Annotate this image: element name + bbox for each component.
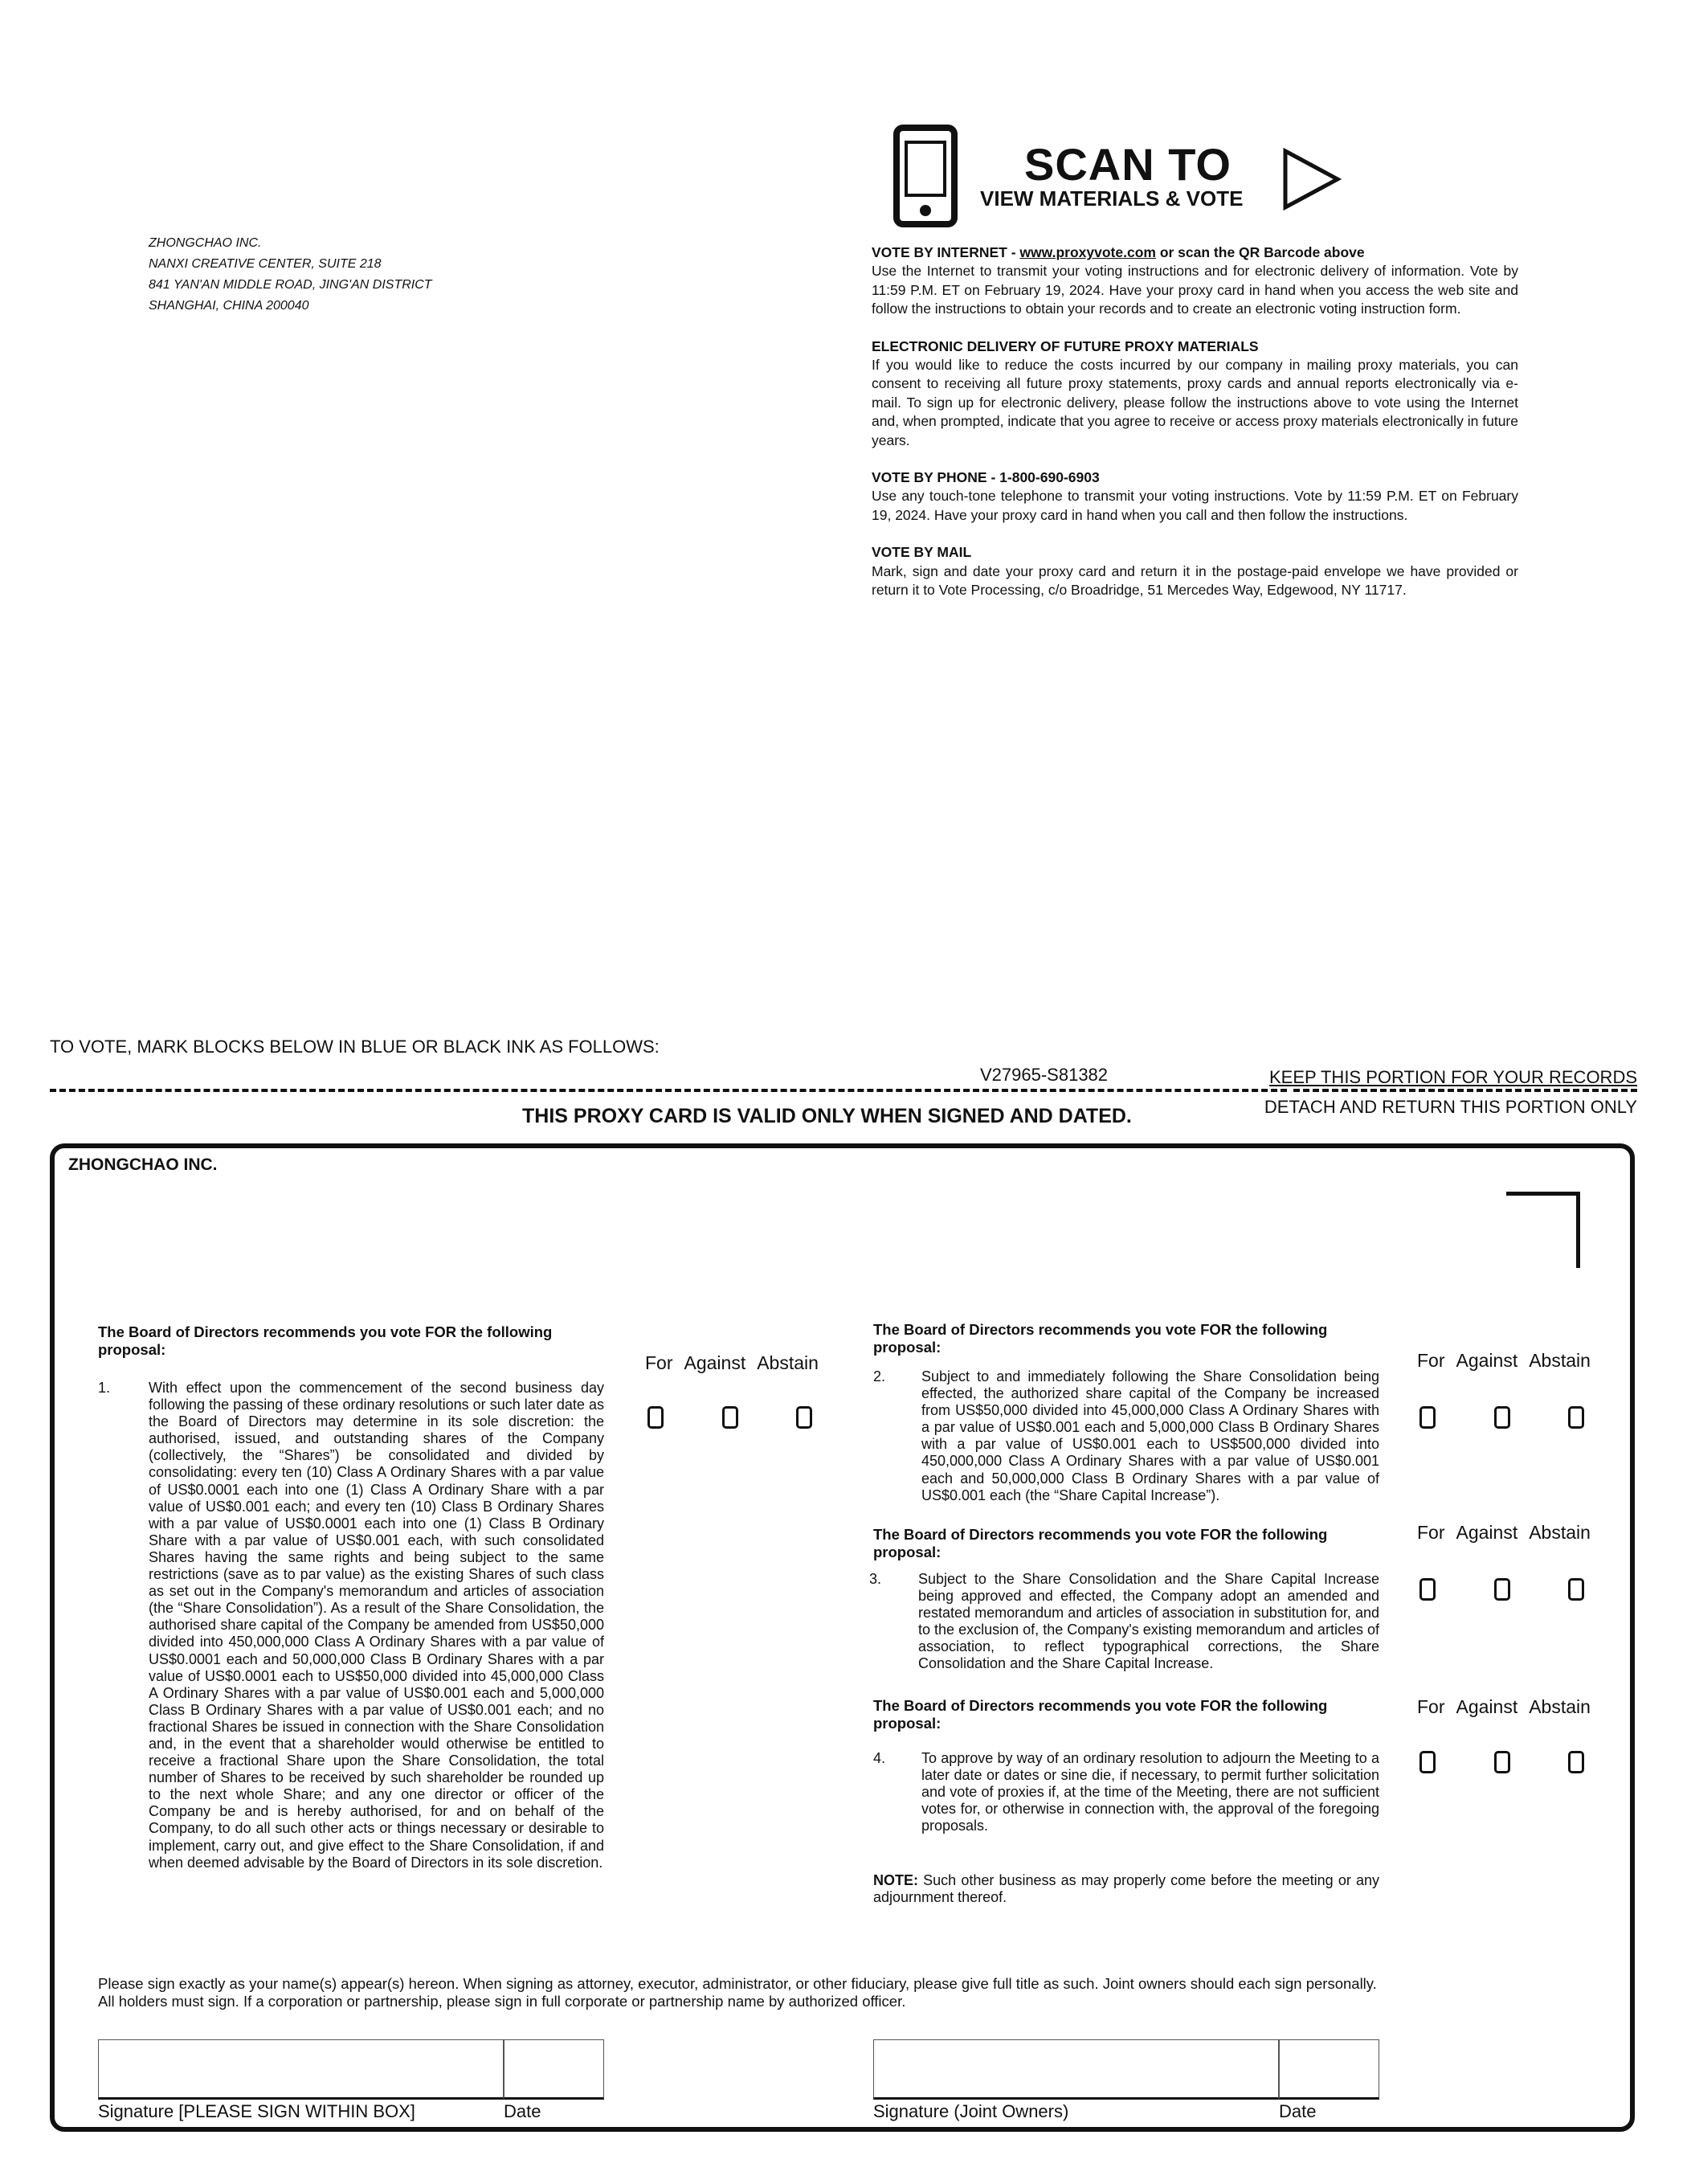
vote-abstain-checkbox[interactable]	[1568, 1578, 1584, 1601]
vote-for-checkbox[interactable]	[1419, 1578, 1436, 1601]
vote-against-checkbox[interactable]	[1494, 1751, 1510, 1773]
joint-date-label: Date	[1279, 2101, 1317, 2121]
joint-signature-box[interactable]	[873, 2039, 1279, 2100]
abstain-label: Abstain	[1529, 1350, 1591, 1371]
note-text: NOTE: Such other business as may properly come before the meeting or any adjournment thereof.	[873, 1872, 1379, 1906]
vote-for-checkbox[interactable]	[1419, 1751, 1436, 1773]
for-label: For	[1417, 1350, 1445, 1371]
company-address	[149, 233, 432, 317]
detach-line	[1293, 1089, 1637, 1092]
card-company-name: ZHONGCHAO INC.	[68, 1155, 218, 1174]
vote-against-checkbox[interactable]	[1494, 1578, 1510, 1601]
signature-instructions: Please sign exactly as your name(s) appear(s) hereon. When signing as attorney, executor, administrator, or other fiduciary, please give full title as such. Joint owners should each sign personally. All holders must sign. If a corporation or partnership, please sign in full corporate or partnership name by authorized officer.	[98, 1975, 1377, 2010]
abstain-label: Abstain	[1529, 1696, 1591, 1717]
vote-options-header	[1417, 1350, 1591, 1372]
voting-instructions	[872, 243, 1518, 619]
control-number: V27965-S81382	[980, 1065, 1109, 1085]
vote-options-header	[1417, 1522, 1591, 1544]
proposal-text: Subject to and immediately following the Share Consolidation being effected, the authorized share capital of the Company be increased from US$50,000 divided into 45,000,000 Class A Ordinary Shares with a par value of US$0.001 each and 5,000,000 Class B Ordinary Shares with a par value of US$0.001 each to US$500,000 divided into 450,000,000 Class A Ordinary Shares with a par value of US$0.001 each and 50,000,000 Class B Ordinary Shares with a par value of US$0.001 each (the “Share Capital Increase”).	[921, 1368, 1379, 1503]
vote-internet-heading: VOTE BY INTERNET - www.proxyvote.com or scan the QR Barcode above	[872, 244, 1365, 260]
return-portion-label: DETACH AND RETURN THIS PORTION ONLY	[1264, 1097, 1637, 1117]
vote-for-checkbox[interactable]	[1419, 1406, 1436, 1429]
board-recommendation: The Board of Directors recommends you vote FOR the following proposal:	[873, 1321, 1328, 1356]
address-line: SHANGHAI, CHINA 200040	[149, 299, 309, 313]
edelivery-text: If you would like to reduce the costs incurred by our company in mailing proxy materials, you can consent to receiving all future proxy statements, proxy cards and annual reports electronically via e-mail. To sign up for electronic delivery, please follow the instructions above to vote using the Internet and, when prompted, indicate that you agree to receive or access proxy materials electronically in future years.	[872, 357, 1518, 448]
proxyvote-link[interactable]: www.proxyvote.com	[1019, 244, 1156, 260]
vote-abstain-checkbox[interactable]	[1568, 1751, 1584, 1773]
board-recommendation: The Board of Directors recommends you vote FOR the following proposal:	[873, 1697, 1328, 1732]
proposal-text: With effect upon the commencement of the second business day following the passing of these ordinary resolutions or such later date as the Board of Directors may determine in its sole discretion: the authorised, issued, and outstanding shares of the Company (collectively, the “Shares”) be consolidated and divided by consolidating: every ten (10) Class A Ordinary Shares with a par value of US$0.0001 each into one (1) Class A Ordinary Share with a par value of US$0.001 each; and every ten (10) Class B Ordinary Shares with a par value of US$0.0001 each into one (1) Class B Ordinary Share with a par value of US$0.001 each, with such consolidated Shares having the same rights and being subject to the same restrictions (save as to par value) as the existing Shares of such class as set out in the Company's memorandum and articles of association (the “Share Consolidation”). As a result of the Share Consolidation, the authorised share capital of the Company be amended from US$50,000 divided into 450,000,000 Class A Ordinary Shares with a par value of US$0.0001 each and 50,000,000 Class B Ordinary Shares with a par value of US$0.0001 each to US$50,000 divided into 45,000,000 Class A Ordinary Shares with a par value of US$0.001 each and 5,000,000 Class B Ordinary Shares with a par value of US$0.001 each; and no fractional Shares be issued in connection with the Share Consolidation and, in the event that a shareholder would otherwise be entitled to receive a fractional Share upon the Share Consolidation, the total number of Shares to be received by such shareholder be rounded up to the next whole Share; and any one director or officer of the Company be and is hereby authorised, for and on behalf of the Company, to do all such other acts or things necessary or desirable to implement, carry out, and give effect to the Share Consolidation, if and when deemed advisable by the Board of Directors in its sole discretion.	[149, 1380, 604, 1871]
proposal-number: 1.	[98, 1380, 111, 1396]
signature-label: Signature [PLEASE SIGN WITHIN BOX]	[98, 2101, 415, 2121]
corner-mark	[1506, 1192, 1580, 1268]
address-line: ZHONGCHAO INC.	[149, 236, 262, 250]
joint-date-box[interactable]	[1279, 2039, 1379, 2100]
for-label: For	[645, 1352, 673, 1373]
detach-line	[50, 1089, 1287, 1092]
vote-abstain-checkbox[interactable]	[796, 1406, 812, 1429]
phone-icon	[893, 125, 958, 227]
vote-abstain-checkbox[interactable]	[1568, 1406, 1584, 1429]
proposal-number: 2.	[873, 1368, 886, 1384]
against-label: Against	[684, 1352, 746, 1373]
edelivery-heading: ELECTRONIC DELIVERY OF FUTURE PROXY MATERIALS	[872, 337, 1259, 354]
vote-options-header	[1417, 1696, 1591, 1718]
vote-mail-text: Mark, sign and date your proxy card and return it in the postage-paid envelope we have provided or return it to Vote Processing, c/o Broadridge, 51 Mercedes Way, Edgewood, NY 11717.	[872, 562, 1518, 599]
proposal-text: Subject to the Share Consolidation and the Share Capital Increase being approved and effected, the Company adopt an amended and restated memorandum and articles of association in substitution for, and to the exclusion of, the Company's existing memorandum and articles of association, to reflect typographical corrections, the Share Consolidation and the Share Capital Increase.	[918, 1571, 1379, 1672]
proposal-text: To approve by way of an ordinary resolution to adjourn the Meeting to a later date or dates or sine die, if necessary, to permit further solicitation and vote of proxies if, at the time of the Meeting, there are not sufficient votes for, or otherwise in connection with, the approval of the foregoing proposals.	[921, 1750, 1379, 1834]
against-label: Against	[1456, 1522, 1518, 1543]
scan-title: SCAN TO	[1024, 139, 1232, 190]
joint-signature-label: Signature (Joint Owners)	[873, 2101, 1069, 2121]
address-line: 841 YAN'AN MIDDLE ROAD, JING'AN DISTRICT	[149, 278, 432, 292]
vote-for-checkbox[interactable]	[647, 1406, 664, 1429]
keep-portion-label: KEEP THIS PORTION FOR YOUR RECORDS	[1268, 1067, 1637, 1087]
against-label: Against	[1456, 1350, 1518, 1371]
scan-subtitle: VIEW MATERIALS & VOTE	[980, 186, 1244, 211]
vote-phone-heading: VOTE BY PHONE - 1-800-690-6903	[872, 469, 1100, 486]
date-box[interactable]	[504, 2039, 604, 2100]
board-recommendation: The Board of Directors recommends you vote FOR the following proposal:	[873, 1526, 1328, 1560]
validity-notice: THIS PROXY CARD IS VALID ONLY WHEN SIGNED AND DATED.	[522, 1105, 1132, 1127]
vote-against-checkbox[interactable]	[1494, 1406, 1510, 1429]
mark-instructions: TO VOTE, MARK BLOCKS BELOW IN BLUE OR BLACK INK AS FOLLOWS:	[50, 1037, 660, 1057]
for-label: For	[1417, 1522, 1445, 1543]
vote-mail-heading: VOTE BY MAIL	[872, 544, 972, 561]
play-arrow-icon	[1281, 147, 1342, 211]
proposal-number: 3.	[869, 1571, 882, 1587]
for-label: For	[1417, 1696, 1445, 1717]
abstain-label: Abstain	[1529, 1522, 1591, 1543]
vote-against-checkbox[interactable]	[722, 1406, 738, 1429]
vote-phone-text: Use any touch-tone telephone to transmit your voting instructions. Vote by 11:59 P.M. ET on February 19, 2024. Have your proxy card in hand when you call and then follow the instructions.	[872, 488, 1518, 523]
signature-box[interactable]	[98, 2039, 504, 2100]
against-label: Against	[1456, 1696, 1518, 1717]
abstain-label: Abstain	[757, 1352, 819, 1373]
vote-options-header	[645, 1352, 819, 1374]
address-line: NANXI CREATIVE CENTER, SUITE 218	[149, 257, 382, 271]
board-recommendation: The Board of Directors recommends you vote FOR the following proposal:	[98, 1323, 553, 1358]
proposal-number: 4.	[873, 1750, 886, 1766]
vote-internet-text: Use the Internet to transmit your voting instructions and for electronic delivery of information. Vote by 11:59 P.M. ET on February 19, 2024. Have your proxy card in hand when you access the web site and follow the instructions to obtain your records and to create an electronic voting instruction form.	[872, 263, 1518, 317]
date-label: Date	[504, 2101, 541, 2121]
